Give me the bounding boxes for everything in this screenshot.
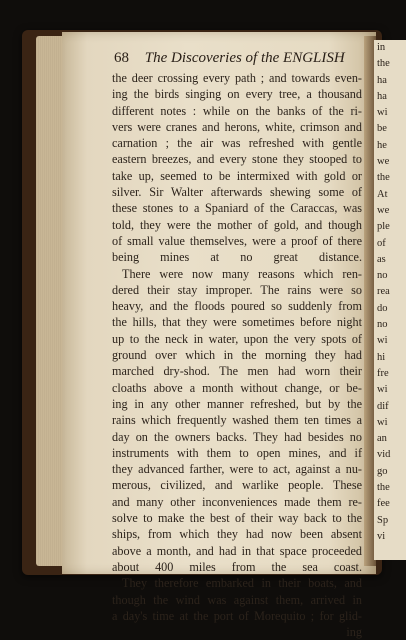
text-line: ing [346,625,362,640]
facing-text-line: the [377,172,390,184]
text-line: eastern breezes, and every stone they stooped to [112,152,362,167]
text-line: being mines at no great distance. [112,250,362,265]
facing-text-line: be [377,123,387,135]
facing-text-line: fre [377,367,389,379]
text-line: There were now many reasons which ren- [122,266,362,281]
facing-text-line: wi [377,384,388,396]
text-line: cloaths above a month without change, or be- [112,380,362,395]
book-page [62,32,376,640]
facing-text-line: the [377,58,390,70]
text-line: the hills, that they were sometimes before night [112,315,362,330]
text-line: though the wind was against them, arrived in [112,592,362,607]
text-line: marched dry-shod. The men had worn their [112,364,362,379]
facing-text-line: fee [377,498,390,510]
text-line: different notes : while on the banks of the ri- [112,103,362,118]
text-line: vers were cranes and herons, white, crimson and [112,119,362,134]
facing-text-line: ha [377,74,387,86]
text-line: solve to make the best of their way back to the [112,511,362,526]
text-line: up to the neck in water, upon the very spots of [112,331,362,346]
facing-text-line: go [377,465,388,477]
facing-text-line: we [377,204,390,216]
facing-text-line: wi [377,107,388,119]
running-title: The Discoveries of the ENGLISH [144,50,345,66]
text-line: take up, seemed to be intermixed with gold or [112,168,362,183]
facing-text-line: do [377,302,388,314]
text-line: They therefore embarked in their boats, and [122,576,362,591]
text-line: of small value themselves, were a proof of there [112,233,362,248]
facing-text-line: wi [377,335,388,347]
facing-text-line: dif [377,400,389,412]
facing-text-line: no [377,319,388,331]
facing-text-line: we [377,156,390,168]
text-line: ing in any other manner refreshed, but by the [112,396,362,411]
facing-text-line: vid [377,449,391,461]
text-line: about 400 miles from the sea coast. [112,559,362,574]
text-line: merous, civilized, and warlike people. These [112,478,362,493]
facing-text-line: ha [377,90,387,102]
text-line: the deer crossing every path ; and towards even- [112,71,362,85]
text-line: silver. Sir Walter afterwards shewing some of [112,185,362,200]
facing-page [374,40,406,560]
facing-text-line: vi [377,530,386,542]
text-line: rains which frequently washed them ten times a [112,413,362,428]
facing-text-line: as [377,253,386,265]
facing-text-line: an [377,433,387,445]
text-line: ground over which in the morning they had [112,348,362,363]
text-line: a day's time at the port of Morequito ; for glid- [112,608,362,623]
page-number: 68 [114,50,129,66]
facing-text-line: At [377,188,388,200]
facing-text-line: Sp [377,514,389,526]
text-line: told, they were the mother of gold, and though [112,217,362,232]
facing-text-line: he [377,139,387,151]
text-line: they advanced farther, were to act, against a nu- [112,462,362,477]
facing-text-line: in [377,42,386,53]
facing-text-line: the [377,482,390,494]
text-line: day on the owners backs. They had besides no [112,429,362,444]
text-line: ships, from which they had now been absent [112,527,362,542]
running-header [114,50,345,67]
text-line: above a month, and had in that space proceeded [112,543,362,558]
text-line: heavy, and the floods poured so suddenly from [112,299,362,314]
text-line: ing the birds singing on every tree, a thousand [112,87,362,102]
facing-text-line: ple [377,221,390,233]
facing-text-line: of [377,237,386,249]
text-line: instruments with them to open mines, and if [112,445,362,460]
text-line: carnation ; the air was refreshed with gentle [112,136,362,151]
text-line: dered their stay improper. The rains were so [112,282,362,297]
facing-text-line: rea [377,286,390,298]
facing-text-line: wi [377,416,388,428]
page-text [112,70,362,640]
text-line: these stones to a Spaniard of the Caraccas, was [112,201,362,216]
text-line: and many other inconveniences made them re- [112,494,362,509]
facing-text-line: hi [377,351,386,363]
facing-text-line: no [377,270,388,282]
